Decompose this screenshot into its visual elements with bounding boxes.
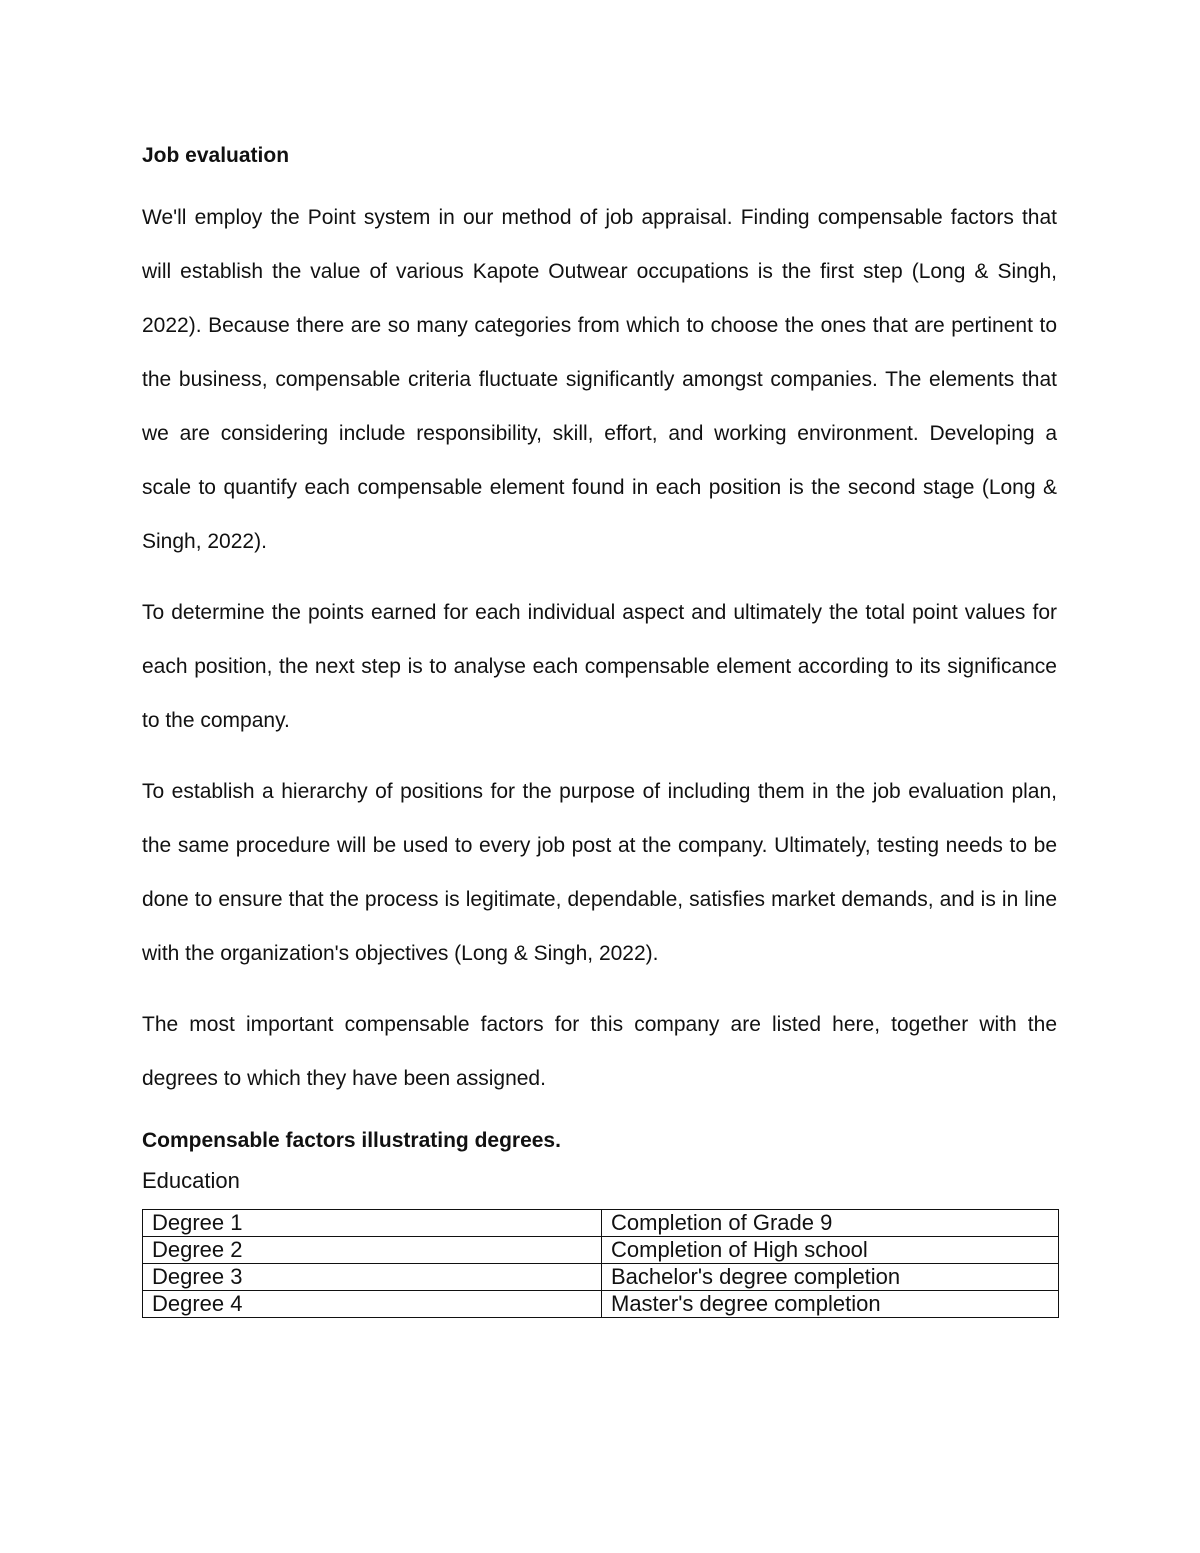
degree-cell: Degree 4 bbox=[143, 1291, 602, 1318]
table-row bbox=[143, 1264, 1059, 1291]
table-caption: Education bbox=[142, 1168, 240, 1193]
description-cell: Completion of High school bbox=[602, 1237, 1059, 1264]
table-row bbox=[143, 1291, 1059, 1318]
description-cell: Completion of Grade 9 bbox=[602, 1210, 1059, 1237]
degree-cell: Degree 2 bbox=[143, 1237, 602, 1264]
degree-cell: Degree 1 bbox=[143, 1210, 602, 1237]
paragraph-points-earned: To determine the points earned for each individual aspect and ultimately the total point values for each position, the next step is to analyse each compensable element according to its significance to the company. bbox=[142, 601, 1057, 732]
degree-cell: Degree 3 bbox=[143, 1264, 602, 1291]
document-page bbox=[142, 138, 1057, 1318]
paragraph-point-system: We'll employ the Point system in our method of job appraisal. Finding compensable factors that will establish the value of various Kapote Outwear occupations is the first step (Long & Singh, 2022). Because there are so many categories from which to choose the ones that are pertinent to the business, compensable criteria fluctuate significantly amongst companies. The elements that we are considering include responsibility, skill, effort, and working environment. Developing a scale to quantify each compensable element found in each position is the second stage (Long & Singh, 2022). bbox=[142, 206, 1057, 553]
section-heading: Compensable factors illustrating degrees. bbox=[142, 1129, 561, 1152]
description-cell: Bachelor's degree completion bbox=[602, 1264, 1059, 1291]
table-row bbox=[143, 1210, 1059, 1237]
table-row bbox=[143, 1237, 1059, 1264]
description-cell: Master's degree completion bbox=[602, 1291, 1059, 1318]
education-degrees-table bbox=[142, 1209, 1059, 1318]
page-title: Job evaluation bbox=[142, 144, 290, 167]
paragraph-important-factors: The most important compensable factors for this company are listed here, together with the degrees to which they have been assigned. bbox=[142, 1013, 1057, 1090]
paragraph-hierarchy: To establish a hierarchy of positions for the purpose of including them in the job evaluation plan, the same procedure will be used to every job post at the company. Ultimately, testing needs to be done to ensure that the process is legitimate, dependable, satisfies market demands, and is in line with the organization's objectives (Long & Singh, 2022). bbox=[142, 780, 1057, 965]
